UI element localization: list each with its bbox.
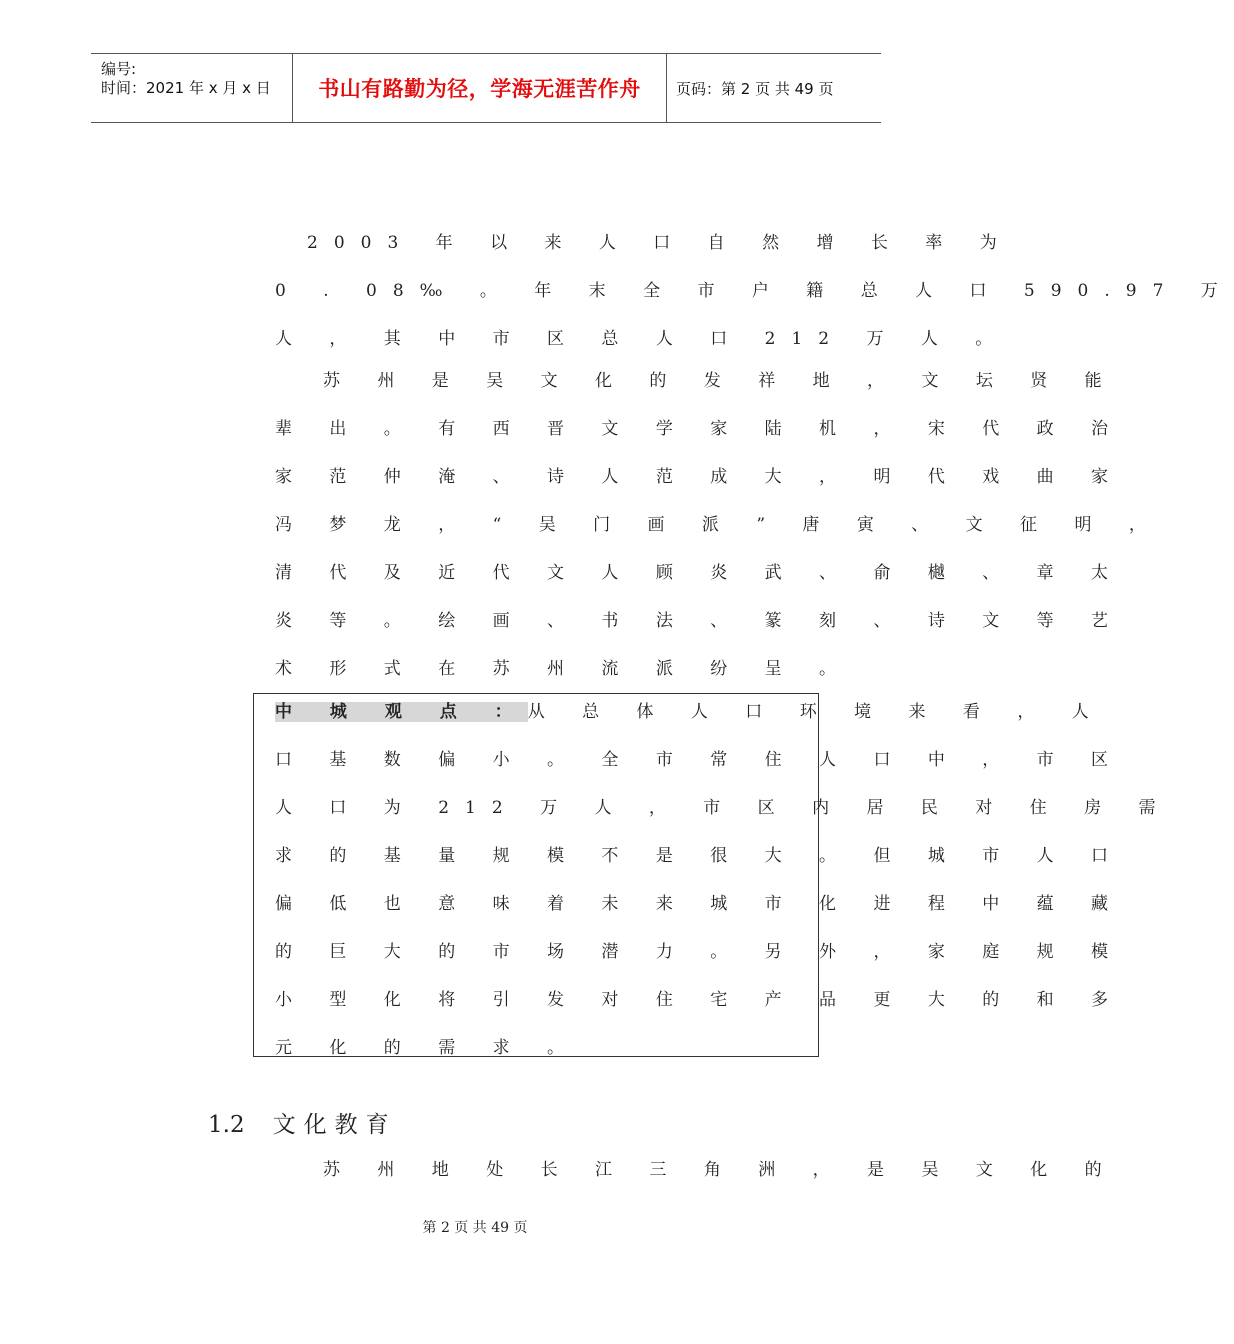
body-line: 清 代 及 近 代 文 人 顾 炎 武 、 俞 樾 、 章 太 xyxy=(275,563,1125,583)
body-line: 冯 梦 龙 ， “ 吴 门 画 派 ” 唐 寅 、 文 征 明 ， xyxy=(275,515,1162,535)
header-page-info: 页码：第 2 页 共 49 页 xyxy=(676,79,834,98)
header-meta xyxy=(91,54,292,122)
header-motto-cell xyxy=(292,54,667,122)
viewpoint-line: 小 型 化 将 引 发 对 住 宅 产 品 更 大 的 和 多 xyxy=(275,990,1125,1010)
body-line: 辈 出 。 有 西 晋 文 学 家 陆 机 ， 宋 代 政 治 xyxy=(275,419,1125,439)
viewpoint-line: 偏 低 也 意 味 着 未 来 城 市 化 进 程 中 蕴 藏 xyxy=(275,894,1125,914)
viewpoint-first-line-text: 从 总 体 人 口 环 境 来 看 ， 人 xyxy=(527,702,1105,722)
header-motto: 书山有路勤为径，学海无涯苦作舟 xyxy=(318,77,641,101)
section-heading xyxy=(208,1106,397,1139)
viewpoint-line: 口 基 数 偏 小 。 全 市 常 住 人 口 中 ， 市 区 xyxy=(275,750,1125,770)
viewpoint-first-line xyxy=(275,701,1105,723)
document-number-label: 编号: xyxy=(101,60,137,78)
viewpoint-line: 求 的 基 量 规 模 不 是 很 大 。 但 城 市 人 口 xyxy=(275,846,1125,866)
viewpoint-line: 的 巨 大 的 市 场 潜 力 。 另 外 ， 家 庭 规 模 xyxy=(275,942,1125,962)
page-footer: 第 2 页 共 49 页 xyxy=(422,1220,528,1236)
viewpoint-line: 元 化 的 需 求 。 xyxy=(275,1038,581,1058)
body-line: 0 . 08‰ 。 年 末 全 市 户 籍 总 人 口 590.97 万 xyxy=(275,281,1234,301)
header-page-cell xyxy=(666,54,881,122)
document-time-label: 时间：2021 年 x 月 x 日 xyxy=(101,79,271,97)
section-number: 1.2 xyxy=(208,1112,245,1138)
section-title: 文化教育 xyxy=(272,1112,397,1138)
body-line: 家 范 仲 淹 、 诗 人 范 成 大 ， 明 代 戏 曲 家 xyxy=(275,467,1125,487)
body-line: 炎 等 。 绘 画 、 书 法 、 篆 刻 、 诗 文 等 艺 xyxy=(275,611,1125,631)
viewpoint-label: 中 城 观 点 ： xyxy=(275,702,528,722)
body-line: 2003 年 以 来 人 口 自 然 增 长 率 为 xyxy=(307,233,1013,253)
body-line: 苏 州 是 吴 文 化 的 发 祥 地 ， 文 坛 贤 能 xyxy=(323,371,1118,391)
section-text-line: 苏 州 地 处 长 江 三 角 洲 ， 是 吴 文 化 的 xyxy=(323,1160,1118,1180)
body-line: 人 ， 其 中 市 区 总 人 口 212 万 人 。 xyxy=(275,329,1009,349)
viewpoint-line: 人 口 为 212 万 人 ， 市 区 内 居 民 对 住 房 需 xyxy=(275,798,1172,818)
page-header xyxy=(91,53,881,123)
body-line: 术 形 式 在 苏 州 流 派 纷 呈 。 xyxy=(275,659,853,679)
